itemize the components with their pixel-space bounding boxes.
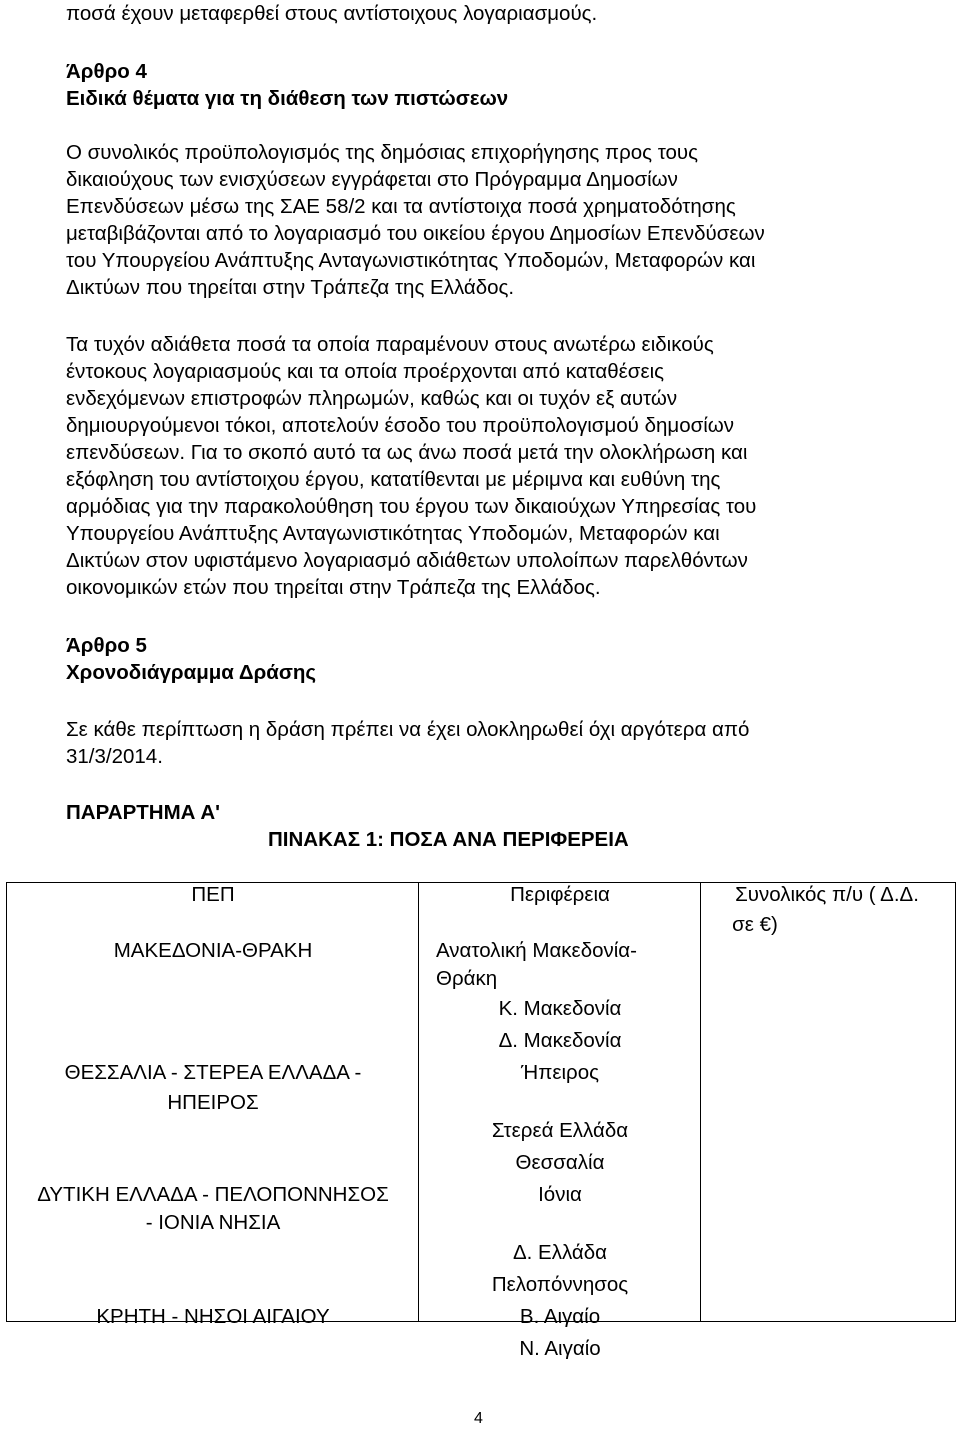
header-pep: ΠΕΠ xyxy=(191,883,235,906)
intro-line: ποσά έχουν μεταφερθεί στους αντίστοιχους λογαριασμούς. xyxy=(66,2,598,25)
paragraph-line: Σε κάθε περίπτωση η δράση πρέπει να έχει ολοκληρωθεί όχι αργότερα από xyxy=(66,718,750,741)
region-cell: Ν. Αιγαίο xyxy=(519,1337,601,1360)
region-cell: Δ. Ελλάδα xyxy=(512,1241,608,1264)
region-cell: Ανατολική Μακεδονία- xyxy=(436,939,637,962)
column-divider xyxy=(700,882,701,1322)
region-cell: Ήπειρος xyxy=(521,1061,599,1084)
paragraph-line: δημιουργούμενοι τόκοι, αποτελούν έσοδο του προϋπολογισμού δημοσίων xyxy=(66,414,735,437)
paragraph-line: ενδεχόμενων επιστροφών πληρωμών, καθώς και οι τυχόν εξ αυτών xyxy=(66,387,678,410)
header-budget-unit: σε €) xyxy=(732,913,778,936)
paragraph-line: Υπουργείου Ανάπτυξης Ανταγωνιστικότητας Υποδομών, Μεταφορών και xyxy=(66,522,720,545)
paragraph-line: του Υπουργείου Ανάπτυξης Ανταγωνιστικότητας Υποδομών, Μεταφορών και xyxy=(66,249,756,272)
table-title: ΠΙΝΑΚΑΣ 1: ΠΟΣΑ ΑΝΑ ΠΕΡΙΦΕΡΕΙΑ xyxy=(268,828,629,851)
pep-cell: ΚΡΗΤΗ - ΝΗΣΟΙ ΑΙΓΑΙΟΥ xyxy=(96,1305,330,1328)
paragraph-line: εξόφληση του αντίστοιχου έργου, κατατίθενται με μέριμνα και ευθύνη της xyxy=(66,468,721,491)
pep-cell: - ΙΟΝΙΑ ΝΗΣΙΑ xyxy=(145,1211,281,1234)
paragraph-line: Ο συνολικός προϋπολογισμός της δημόσιας επιχορήγησης προς τους xyxy=(66,141,699,164)
paragraph-line: επενδύσεων. Για το σκοπό αυτό τα ως άνω ποσά μετά την ολοκλήρωση και xyxy=(66,441,748,464)
paragraph-line: Δικτύων στον υφιστάμενο λογαριασμό αδιάθετων υπολοίπων παρελθόντων xyxy=(66,549,748,572)
paragraph-line: Τα τυχόν αδιάθετα ποσά τα οποία παραμένουν στους ανωτέρω ειδικούς xyxy=(66,333,714,356)
pep-cell: ΘΕΣΣΑΛΙΑ - ΣΤΕΡΕΑ ΕΛΛΑΔΑ - xyxy=(64,1061,362,1084)
region-cell: Θράκη xyxy=(436,967,498,990)
article-4-subheading: Ειδικά θέματα για τη διάθεση των πιστώσεων xyxy=(66,87,509,110)
pep-cell: ΜΑΚΕΔΟΝΙΑ-ΘΡΑΚΗ xyxy=(113,939,313,962)
paragraph-line: Δικτύων που τηρείται στην Τράπεζα της Ελλάδος. xyxy=(66,276,515,299)
article-5-subheading: Χρονοδιάγραμμα Δράσης xyxy=(66,661,317,684)
region-cell: Κ. Μακεδονία xyxy=(498,997,622,1020)
column-divider xyxy=(418,882,419,1322)
region-cell: Στερεά Ελλάδα xyxy=(491,1119,629,1142)
paragraph-line: δικαιούχους των ενισχύσεων εγγράφεται στο Πρόγραμμα Δημοσίων xyxy=(66,168,678,191)
paragraph-line: 31/3/2014. xyxy=(66,745,163,768)
article-4-heading: Άρθρο 4 xyxy=(66,60,147,83)
region-cell: Πελοπόννησος xyxy=(491,1273,629,1296)
paragraph-line: αρμόδιας για την παρακολούθηση του έργου των δικαιούχων Υπηρεσίας του xyxy=(66,495,757,518)
paragraph-line: Επενδύσεων μέσω της ΣΑΕ 58/2 και τα αντίστοιχα ποσά χρηματοδότησης xyxy=(66,195,736,218)
paragraph-line: έντοκους λογαριασμούς και τα οποία προέρχονται από καταθέσεις xyxy=(66,360,665,383)
header-budget: Συνολικός π/υ ( Δ.Δ. xyxy=(735,883,919,906)
header-region: Περιφέρεια xyxy=(510,883,610,906)
paragraph-line: μεταβιβάζονται από το λογαριασμό του οικείου έργου Δημοσίων Επενδύσεων xyxy=(66,222,765,245)
article-5-heading: Άρθρο 5 xyxy=(66,634,147,657)
annex-title: ΠΑΡΑΡΤΗΜΑ Α' xyxy=(66,801,221,824)
paragraph-line: οικονομικών ετών που τηρείται στην Τράπεζα της Ελλάδος. xyxy=(66,576,601,599)
region-cell: Β. Αιγαίο xyxy=(519,1305,601,1328)
page-number: 4 xyxy=(474,1410,483,1427)
region-cell: Ιόνια xyxy=(538,1183,582,1206)
pep-cell: ΗΠΕΙΡΟΣ xyxy=(167,1091,259,1114)
region-cell: Δ. Μακεδονία xyxy=(498,1029,622,1052)
region-cell: Θεσσαλία xyxy=(515,1151,605,1174)
pep-cell: ΔΥΤΙΚΗ ΕΛΛΑΔΑ - ΠΕΛΟΠΟΝΝΗΣΟΣ xyxy=(37,1183,389,1206)
